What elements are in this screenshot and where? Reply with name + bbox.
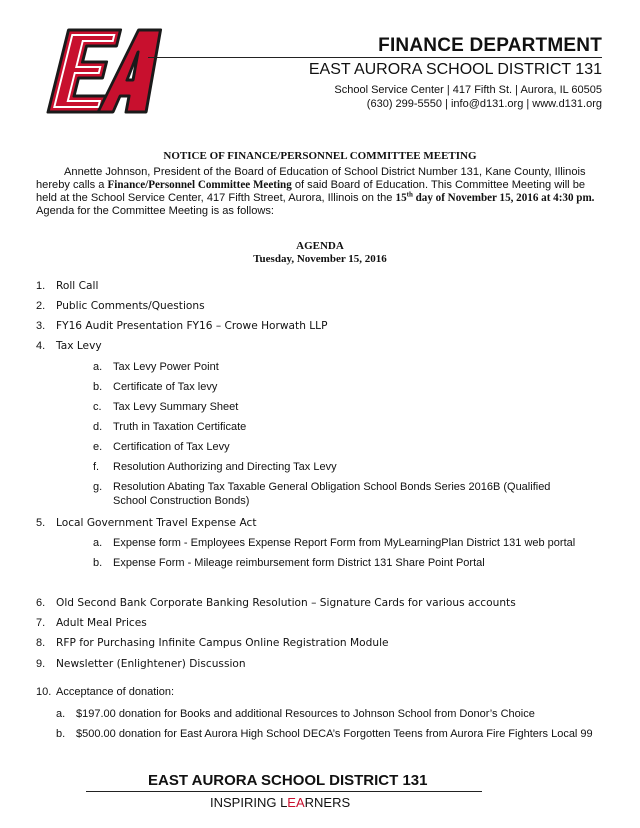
travel-subitem: a. Expense form - Employees Expense Report Form from MyLearningPlan District 131 web portal <box>93 537 576 549</box>
header <box>378 36 602 56</box>
agenda-item: 1. Roll Call <box>36 280 99 292</box>
ea-logo <box>44 11 156 120</box>
agenda-item: 3. FY16 Audit Presentation FY16 – Crowe Horwath LLP <box>36 320 328 332</box>
tax-levy-subitem: g. Resolution Abating Tax Taxable General Obligation School Bonds Series 2016B (Qualified School Construction Bonds) <box>93 481 551 507</box>
agenda-item: 4. Tax Levy <box>36 340 102 352</box>
intro-text-3: Agenda for the Committee Meeting is as follows: <box>36 205 275 217</box>
department-title: FINANCE DEPARTMENT <box>378 35 602 56</box>
address-line: School Service Center | 417 Fifth St. | Aurora, IL 60505 <box>334 84 602 96</box>
agenda-date: Tuesday, November 15, 2016 <box>253 253 387 265</box>
agenda-item: 8. RFP for Purchasing Infinite Campus Online Registration Module <box>36 637 389 649</box>
agenda-title: AGENDA <box>296 240 344 252</box>
donation-subitem: a. $197.00 donation for Books and additional Resources to Johnson School from Donor’s Choice <box>56 708 535 720</box>
footer-tagline: INSPIRING LEARNERS <box>210 795 351 810</box>
agenda-item: 5. Local Government Travel Expense Act <box>36 517 257 529</box>
agenda-item: 2. Public Comments/Questions <box>36 300 205 312</box>
intro-text-2: of said Board of Education. This Committee Meeting will be held at the School Service Center, 417 Fifth Street, Aurora, Illinois on the <box>36 179 586 204</box>
meeting-date-time: day of November 15, 2016 at 4:30 pm. <box>412 192 595 204</box>
tax-levy-subitem: f. Resolution Authorizing and Directing Tax Levy <box>93 461 337 473</box>
tax-levy-subitem: d. Truth in Taxation Certificate <box>93 421 247 433</box>
agenda-item: 9. Newsletter (Enlightener) Discussion <box>36 658 246 670</box>
tax-levy-subitem: a. Tax Levy Power Point <box>93 361 219 373</box>
tax-levy-subitem: e. Certification of Tax Levy <box>93 441 230 453</box>
notice-title: NOTICE OF FINANCE/PERSONNEL COMMITTEE MEETING <box>163 150 477 162</box>
logo-text: EA <box>44 11 66 28</box>
tax-levy-subitem: c. Tax Levy Summary Sheet <box>93 401 239 413</box>
agenda-item: 6. Old Second Bank Corporate Banking Resolution – Signature Cards for various accounts <box>36 597 516 609</box>
agenda-heading <box>0 240 640 266</box>
meeting-name: Finance/Personnel Committee Meeting <box>107 179 292 191</box>
meeting-day: 15 <box>395 192 407 204</box>
intro-text-1: Annette Johnson, President of the Board of Education of School District Number 131, Kane County, Illinois hereby calls a <box>36 166 586 191</box>
travel-subitem: b. Expense Form - Mileage reimbursement form District 131 Share Point Portal <box>93 557 485 569</box>
footer-rule <box>86 791 482 792</box>
footer-title: EAST AURORA SCHOOL DISTRICT 131 <box>148 772 428 789</box>
agenda-item: 7. Adult Meal Prices <box>36 617 147 629</box>
meeting-day-suffix: th <box>406 190 413 199</box>
contact-line: (630) 299-5550 | info@d131.org | www.d131.org <box>366 98 602 110</box>
intro-paragraph <box>36 166 606 218</box>
donation-subitem: b. $500.00 donation for East Aurora High School DECA’s Forgotten Teens from Aurora Fire Fighters Local 99 <box>56 728 593 740</box>
tax-levy-subitem: b. Certificate of Tax levy <box>93 381 218 393</box>
agenda-item: 10. Acceptance of donation: <box>36 686 175 698</box>
district-name: EAST AURORA SCHOOL DISTRICT 131 <box>308 61 602 78</box>
header-rule <box>148 57 602 58</box>
